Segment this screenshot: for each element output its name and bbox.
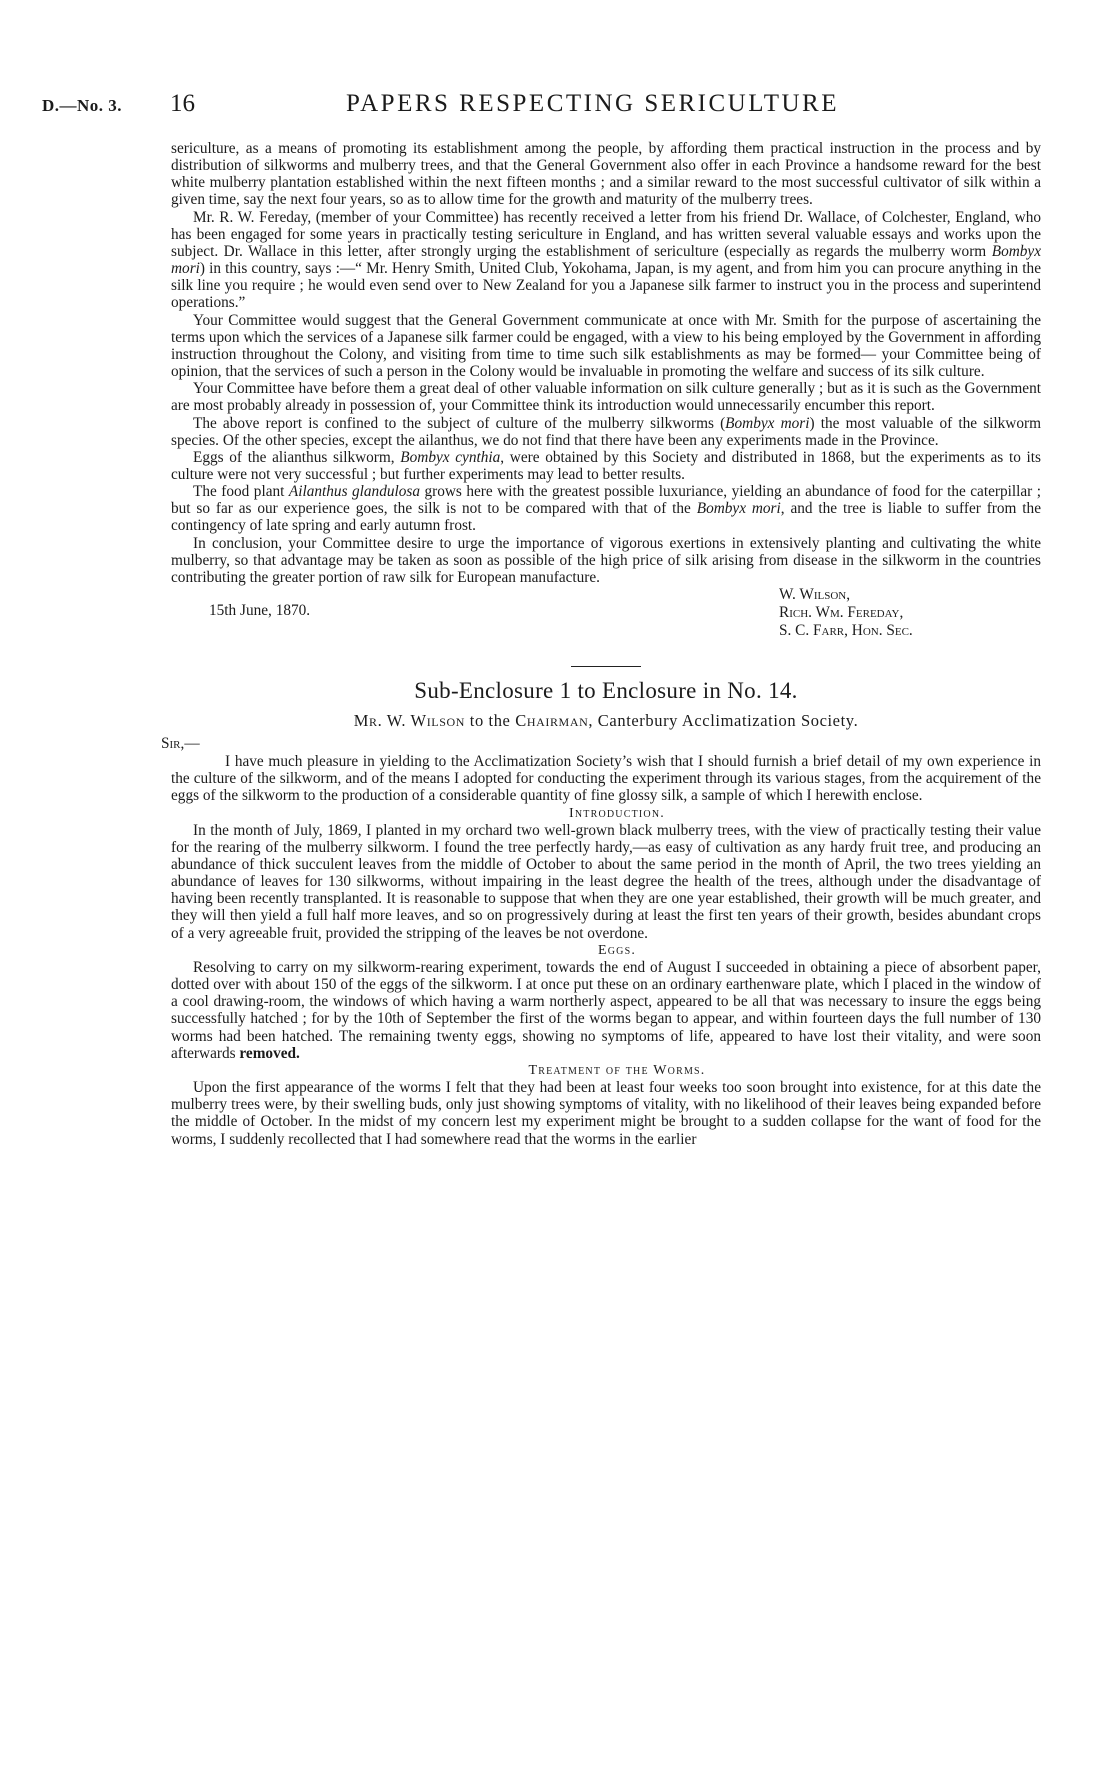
salutation: Sir,— xyxy=(161,735,200,753)
introduction-paragraph: In the month of July, 1869, I planted in my orchard two well-grown black mulberry trees, with the view of practically testing their value for the rearing of the mulberry silkworm. I found the tree perfectly hardy,—as easy of cultivation as any hardy fruit tree, and producing an abundance of thick succulent leaves from the middle of October to about the same period in the month of April, the two trees yielding an abundance of leaves for 130 silkworms, without impairing in the least degree the health of the trees, although under the disadvantage of having been recently transplanted. It is reasonable to suppose that when they are one year established, their growth will be much greater, and they will then yield a full half more leaves, and so on progressively during at least the first ten years of their growth, besides abundant crops of a very agreeable fruit, provided the stripping of the leaves be not overdone. xyxy=(171,821,1041,942)
page-header xyxy=(42,88,1042,128)
signature-block xyxy=(171,586,1041,654)
page-body xyxy=(161,140,1041,1148)
document-reference: D.—No. 3. xyxy=(42,96,123,115)
introduction-heading: Introduction. xyxy=(569,805,665,821)
running-title: PAPERS RESPECTING SERICULTURE xyxy=(346,90,839,117)
letter-intro-paragraph: I have much pleasure in yielding to the Acclimatization Society’s wish that I should furnish a brief detail of my own experience in the culture of the silkworm, and of the means I adopted for conducting the experiment through its various stages, from the acquirement of the eggs of the silkworm to the production of a considerable quantity of fine glossy silk, a sample of which I herewith enclose. xyxy=(171,753,1041,805)
signatories xyxy=(779,586,913,640)
report-paragraph-6: Eggs of the alianthus silkworm, Bombyx cynthia, were obtained by this Society and distributed in 1868, but the experiments as to its culture were not very successful ; but further experiments may lead to better results. xyxy=(171,448,1041,483)
report-paragraph-3: Your Committee would suggest that the General Government communicate at once with Mr. Smith for the purpose of ascertaining the terms upon which the services of a Japanese silk farmer could be engaged, with a view to his being employed by the Government in affording instruction throughout the Colony, and visiting from time to time such silk establishments as may be formed— your Committee being of opinion, that the services of such a person in the Colony would be invaluable in promoting the welfare and success of its silk culture. xyxy=(171,311,1041,381)
sub-enclosure-title: Sub-Enclosure 1 to Enclosure in No. 14. xyxy=(414,678,798,704)
eggs-paragraph: Resolving to carry on my silkworm-rearing experiment, towards the end of August I succeeded in obtaining a piece of absorbent paper, dotted over with about 150 of the eggs of the silkworm. I at once put these on an ordinary earthenware plate, which I placed in the window of a cool drawing-room, the windows of which having a warm northerly aspect, appeared to be all that was necessary to insure the eggs being successfully hatched ; for by the 10th of September the first of the worms began to appear, and within fourteen days the full number of 130 worms had been hatched. The remaining twenty eggs, showing no symptoms of life, appeared to have lost their vitality, and were soon afterwards removed. xyxy=(171,958,1041,1062)
report-paragraph-4: Your Committee have before them a great deal of other valuable information on silk culture generally ; but as it is such as the Government are most probably already in possession of, your Committee think its introduction would unnecessarily encumber this report. xyxy=(171,380,1041,415)
report-paragraph-5: The above report is confined to the subject of culture of the mulberry silkworms (Bombyx mori) the most valuable of the silkworm species. Of the other species, except the ailanthus, we do not find that there have been any experiments made in the Province. xyxy=(171,414,1041,449)
signature-date: 15th June, 1870. xyxy=(209,602,311,620)
signatory-2: Rich. Wm. Fereday, xyxy=(779,604,904,622)
signatory-1: W. Wilson, xyxy=(779,586,851,604)
report-paragraph-2: Mr. R. W. Fereday, (member of your Committee) has recently received a letter from his friend Dr. Wallace, of Colchester, England, who has been engaged for some years in practically testing sericulture in England, and has written several valuable essays and works upon the subject. Dr. Wallace in this letter, after strongly urging the establishment of sericulture (especially as regards the mulberry worm Bombyx mori) in this country, says :—“ Mr. Henry Smith, United Club, Yokohama, Japan, is my agent, and from him you can procure anything in the silk line you require ; he would even send over to New Zealand for you a Japanese silk farmer to instruct you in the process and superintend operations.” xyxy=(171,208,1041,312)
eggs-heading: Eggs. xyxy=(597,942,637,958)
sub-enclosure-heading: Mr. W. Wilson to the Chairman, Canterbury Acclimatization Society. xyxy=(353,711,859,731)
report-paragraph-7: The food plant Ailanthus glandulosa grows here with the greatest possible luxuriance, yielding an abundance of food for the caterpillar ; but so far as our experience goes, the silk is not to be compared with that of the Bombyx mori, and the tree is liable to suffer from the contingency of late spring and early autumn frost. xyxy=(171,483,1041,535)
report-paragraph-8: In conclusion, your Committee desire to urge the importance of vigorous exertions in extensively planting and cultivating the white mulberry, so that advantage may be taken as soon as possible of the high price of silk arising from disease in the silkworm in the countries contributing the greater portion of raw silk for European manufacture. xyxy=(171,534,1041,586)
section-divider xyxy=(571,666,641,667)
signatory-3: S. C. Farr, Hon. Sec. xyxy=(779,622,913,640)
report-paragraph-1: sericulture, as a means of promoting its establishment among the people, by affording them practical instruction in the process and by distribution of silkworms and mulberry trees, and that the General Government also offer in each Province a handsome reward for the best white mulberry plantation established within the next fifteen months ; and a similar reward to the most successful cultivator of silk within a given time, say the next four years, so as to allow time for the growth and maturity of the mulberry trees. xyxy=(171,140,1041,209)
page-number: 16 xyxy=(170,90,195,117)
treatment-paragraph: Upon the first appearance of the worms I felt that they had been at least four weeks too soon brought into existence, for at this date the mulberry trees were, by their swelling buds, only just showing symptoms of vitality, with no likelihood of their leaves being expanded before the middle of October. In the midst of my concern lest my experiment might be brought to a sudden collapse for the want of food for the worms, I suddenly recollected that I had somewhere read that the worms in the earlier xyxy=(171,1079,1041,1148)
treatment-heading: Treatment of the Worms. xyxy=(528,1062,706,1078)
